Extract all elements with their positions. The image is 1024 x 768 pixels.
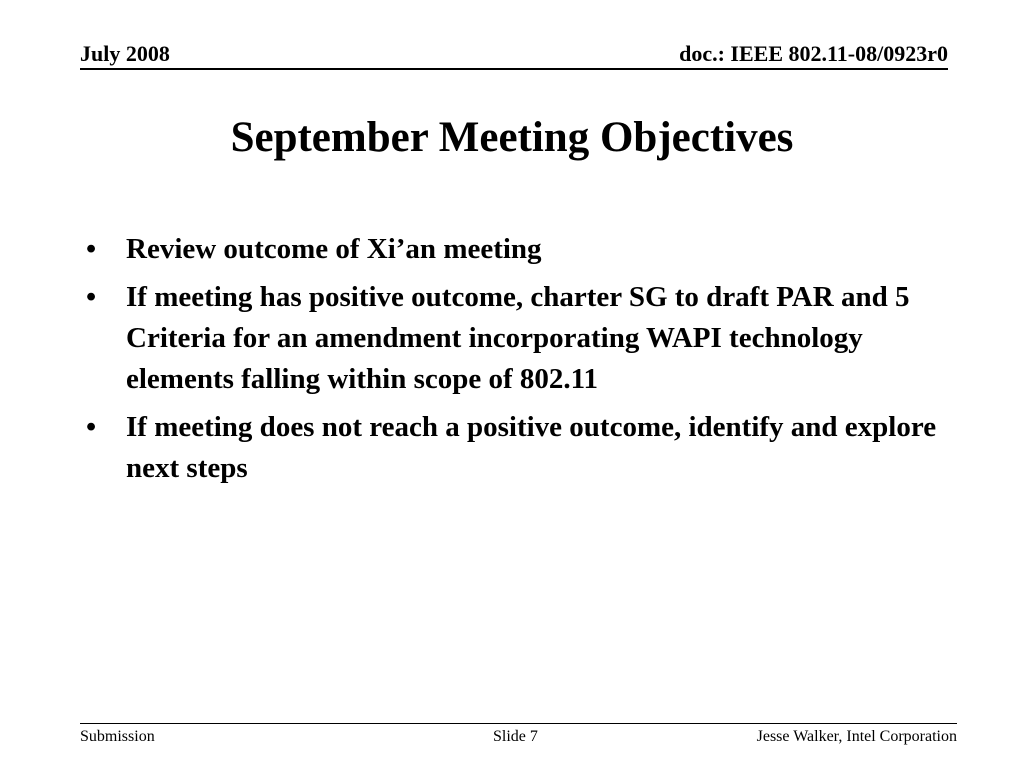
bullet-item [86,229,946,270]
footer-author: Jesse Walker, Intel Corporation [756,728,957,745]
bullet-text: If meeting has positive outcome, charter SG to draft PAR and 5 Criteria for an amendment incorporating WAPI technology elements falling within scope of 802.11 [126,281,910,395]
bullet-item [86,407,946,489]
bullet-text: If meeting does not reach a positive outcome, identify and explore next steps [126,411,937,484]
bullet-symbol: • [86,411,97,443]
bullet-text: Review outcome of Xi’an meeting [126,233,542,265]
slide-title: September Meeting Objectives [230,114,794,161]
bullet-list [86,229,946,496]
bullet-item [86,277,946,400]
slide-header [80,40,948,70]
header-date: July 2008 [80,41,170,66]
footer-submission: Submission [80,728,155,745]
bullet-symbol: • [86,281,97,313]
header-doc-id: doc.: IEEE 802.11-08/0923r0 [679,41,948,66]
slide-footer [80,723,957,748]
footer-slide-number: Slide 7 [493,728,538,745]
bullet-symbol: • [86,233,97,265]
